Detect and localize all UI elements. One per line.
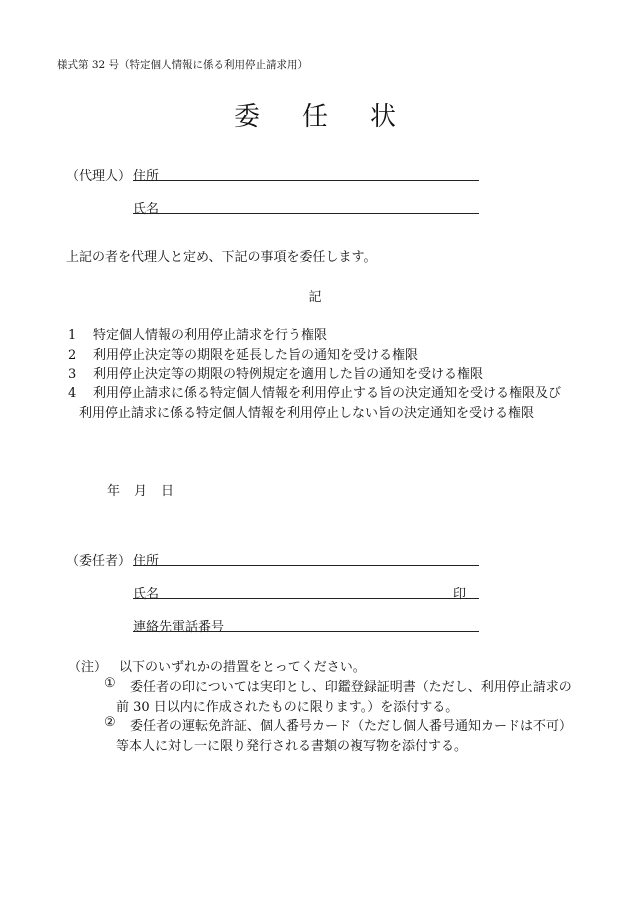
item-number: 1 bbox=[68, 328, 77, 343]
agent-name-label: 氏名 bbox=[133, 202, 160, 217]
list-item bbox=[68, 363, 483, 382]
item-number: 4 bbox=[68, 386, 77, 401]
list-item bbox=[68, 382, 561, 401]
date-month: 月 bbox=[134, 484, 148, 499]
agent-address-label: 住所 bbox=[133, 169, 160, 184]
list-item bbox=[68, 324, 327, 343]
principal-phone-label: 連絡先電話番号 bbox=[133, 620, 225, 635]
note-2-line2: 等本人に対し一に限り発行される書類の複写物を添付する。 bbox=[116, 739, 468, 754]
form-number: 様式第 32 号（特定個人情報に係る利用停止請求用） bbox=[57, 59, 309, 71]
principal-phone-line bbox=[133, 631, 479, 632]
agent-address-line bbox=[133, 180, 479, 181]
item-continuation: 利用停止請求に係る特定個人情報を利用停止しない旨の決定通知を受ける権限 bbox=[79, 406, 535, 421]
note-label: （注） bbox=[68, 660, 108, 675]
list-item bbox=[68, 344, 418, 363]
principal-name-label: 氏名 bbox=[133, 587, 160, 602]
seal-mark: 印 bbox=[453, 587, 467, 602]
date-year: 年 bbox=[107, 484, 121, 499]
ki-heading: 記 bbox=[308, 290, 322, 305]
principal-role-label: （委任者） bbox=[66, 554, 132, 569]
intro-text: 上記の者を代理人と定め、下記の事項を委任します。 bbox=[66, 250, 377, 265]
item-text: 特定個人情報の利用停止請求を行う権限 bbox=[93, 328, 328, 343]
note-1-line2: 前 30 日以内に作成されたものに限ります。）を添付する。 bbox=[116, 700, 459, 715]
item-number: 3 bbox=[68, 367, 77, 382]
note-2-line1: 委任者の運転免許証、個人番号カード（ただし個人番号通知カードは不可） bbox=[130, 719, 573, 734]
principal-address-line bbox=[133, 565, 479, 566]
agent-name-line bbox=[133, 213, 479, 214]
item-number: 2 bbox=[68, 348, 77, 363]
note-1-mark: ① bbox=[104, 676, 116, 691]
principal-name-line bbox=[133, 598, 479, 599]
principal-address-label: 住所 bbox=[133, 554, 160, 569]
note-2-mark: ② bbox=[104, 715, 116, 730]
item-text: 利用停止決定等の期限の特例規定を適用した旨の通知を受ける権限 bbox=[93, 367, 484, 382]
item-text: 利用停止請求に係る特定個人情報を利用停止する旨の決定通知を受ける権限及び bbox=[93, 386, 562, 401]
note-1-line1: 委任者の印については実印とし、印鑑登録証明書（ただし、利用停止請求の bbox=[130, 680, 572, 695]
note-lead: 以下のいずれかの措置をとってください。 bbox=[119, 660, 366, 675]
item-text: 利用停止決定等の期限を延長した旨の通知を受ける権限 bbox=[93, 348, 419, 363]
agent-role-label: （代理人） bbox=[66, 169, 132, 184]
date-day: 日 bbox=[161, 484, 175, 499]
document-title: 委任状 bbox=[233, 102, 438, 132]
